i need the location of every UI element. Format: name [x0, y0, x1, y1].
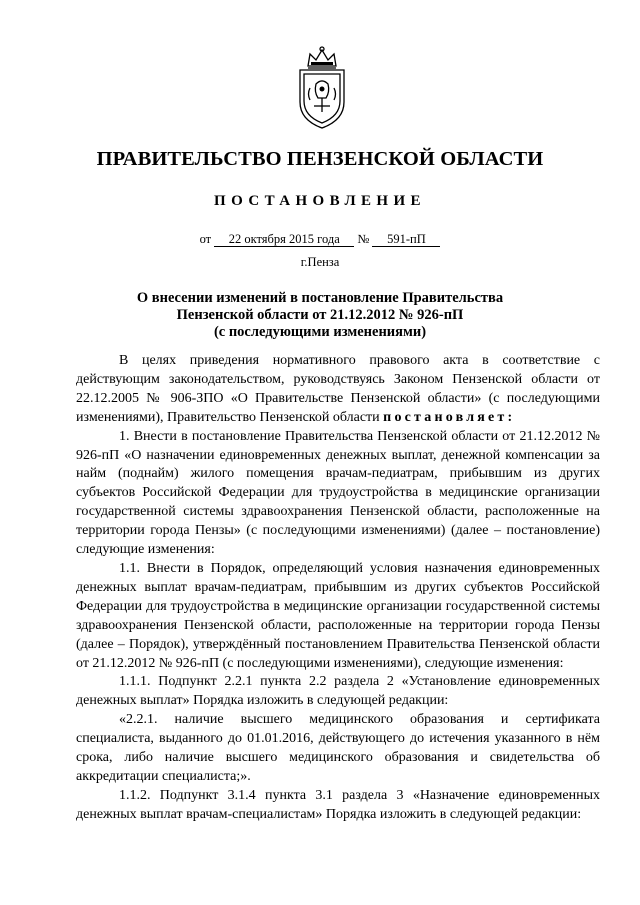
- paragraph-1-1-2: 1.1.2. Подпункт 3.1.4 пункта 3.1 раздела 3 «Назначение единовременных денежных выплат врачам-специалистам» Порядка изложить в следующей редакции:: [76, 787, 600, 822]
- paragraph-1: 1. Внести в постановление Правительства Пензенской области от 21.12.2012 № 926-пП «О назначении единовременных денежных выплат, денежной компенсации за найм (поднайм) жилого помещения врачам-педиатрам, прибывшим из других субъектов Российской Федерации для трудоустройства в медицинские организации государственной системы здравоохранения Пензенской области, расположенные на территории города Пензы» (с последующими изменениями) (далее – постановление) следующие изменения:: [76, 428, 600, 558]
- paragraph-1-1-1: 1.1.1. Подпункт 2.2.1 пункта 2.2 раздела 2 «Установление единовременных денежных выплат» Порядка изложить в следующей редакции:: [76, 674, 600, 709]
- preamble-paragraph: [76, 352, 600, 428]
- date-number-line: [0, 232, 640, 247]
- document-title: [0, 290, 640, 341]
- date-prefix: от: [199, 232, 212, 246]
- city: г.Пенза: [300, 255, 340, 269]
- document-body: [76, 352, 600, 825]
- resolves-word: постановляет:: [383, 409, 516, 425]
- number-prefix: №: [357, 232, 370, 246]
- document-type: ПОСТАНОВЛЕНИЕ: [214, 193, 426, 209]
- preamble-text: В целях приведения нормативного правового акта в соответствие с действующим законодательством, руководствуясь Законом Пензенской области от 22.12.2005 № 906-ЗПО «О Правительстве Пензенской области» (с последующими изменениями), Правительство Пензенской области: [76, 353, 600, 425]
- coat-of-arms-icon: [290, 44, 354, 130]
- paragraph-1-1: 1.1. Внести в Порядок, определяющий условия назначения единовременных денежных выплат врачам-педиатрам, прибывшим из других субъектов Российской Федерации для трудоустройства в медицинские организации государственной системы здравоохранения Пензенской области, расположенные на территории города Пензы (далее – Порядок), утверждённый постановлением Правительства Пензенской области от 21.12.2012 № 926-пП (с последующими изменениями), следующие изменения:: [76, 560, 600, 671]
- paragraph-2-2-1-quote: «2.2.1. наличие высшего медицинского образования и сертификата специалиста, выданного до 01.01.2016, действующего до истечения указанного в нём срока, либо наличие высшего медицинского образования и свидетельства об аккредитации специалиста;».: [76, 712, 600, 784]
- title-line-2: Пензенской области от 21.12.2012 № 926-пП: [176, 307, 464, 323]
- title-line-1: О внесении изменений в постановление Правительства: [136, 290, 504, 306]
- organization-name: ПРАВИТЕЛЬСТВО ПЕНЗЕНСКОЙ ОБЛАСТИ: [96, 148, 544, 170]
- title-line-3: (с последующими изменениями): [213, 324, 427, 340]
- document-date: 22 октября 2015 года: [214, 232, 354, 247]
- document-number: 591-пП: [372, 232, 440, 247]
